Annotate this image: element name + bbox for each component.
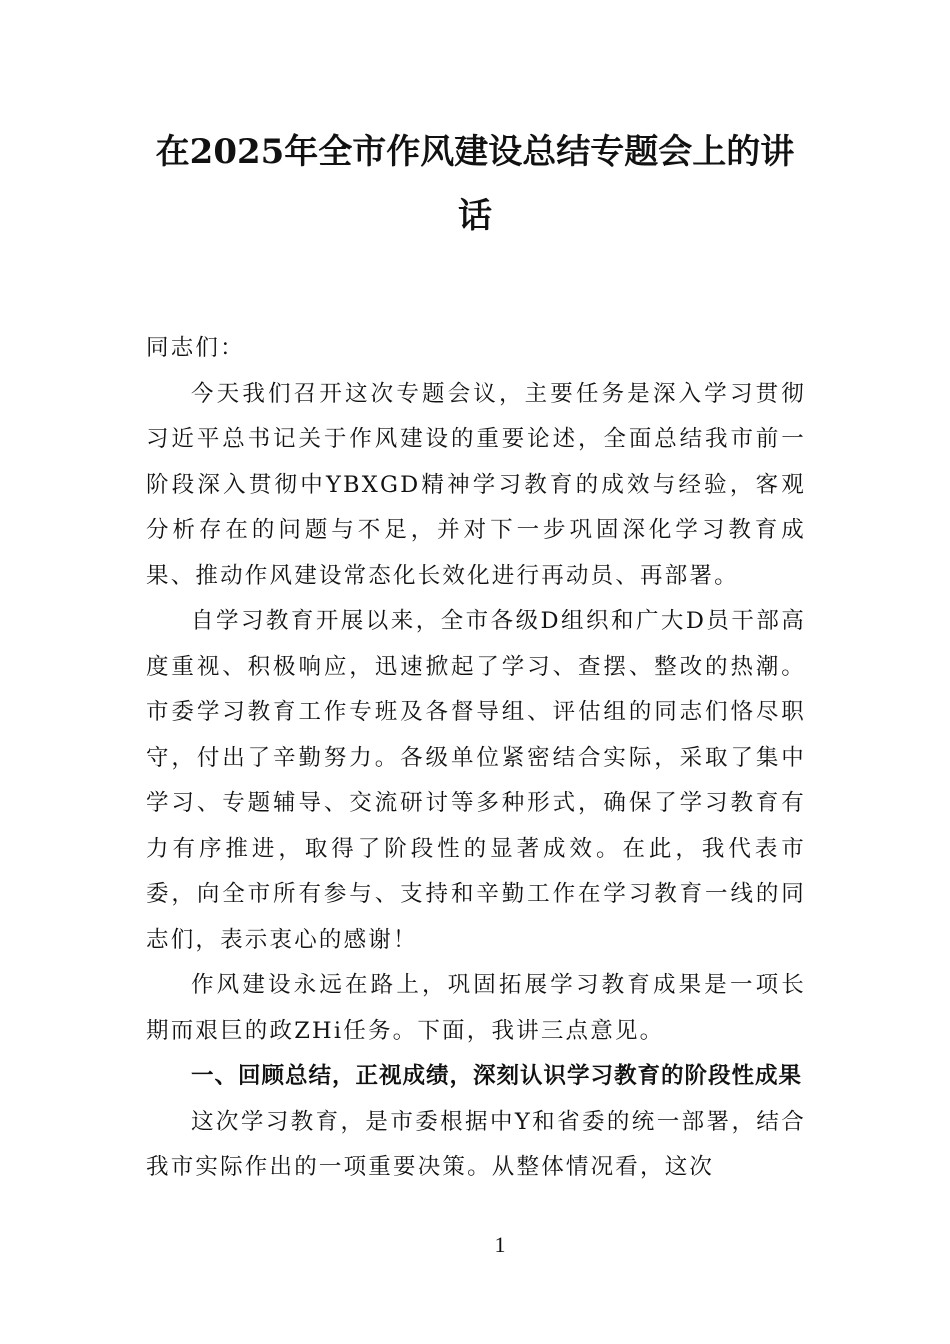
paragraph-3: 作风建设永远在路上，巩固拓展学习教育成果是一项长期而艰巨的政ZHi任务。下面，我讲三点意见。 xyxy=(146,972,806,1044)
document-body xyxy=(146,326,806,1191)
section-heading-1: 一、回顾总结，正视成绩，深刻认识学习教育的阶段性成果 xyxy=(191,1063,803,1089)
section-paragraph-1: 这次学习教育，是市委根据中Y和省委的统一部署，结合我市实际作出的一项重要决策。从整体情况看，这次 xyxy=(146,1108,806,1180)
paragraph-2: 自学习教育开展以来，全市各级D组织和广大D员干部高度重视、积极响应，迅速掀起了学习、查摆、整改的热潮。市委学习教育工作专班及各督导组、评估组的同志们恪尽职守，付出了辛勤努力。各级单位紧密结合实际，采取了集中学习、专题辅导、交流研讨等多种形式，确保了学习教育有力有序推进，取得了阶段性的显著成效。在此，我代表市委，向全市所有参与、支持和辛勤工作在学习教育一线的同志们，表示衷心的感谢！ xyxy=(146,608,806,953)
page-number: 1 xyxy=(494,1232,506,1257)
paragraph-1: 今天我们召开这次专题会议，主要任务是深入学习贯彻习近平总书记关于作风建设的重要论述，全面总结我市前一阶段深入贯彻中YBXGD精神学习教育的成效与经验，客观分析存在的问题与不足，并对下一步巩固深化学习教育成果、推动作风建设常态化长效化进行再动员、再部署。 xyxy=(146,380,806,589)
document-title: 在2025年全市作风建设总结专题会上的讲话 xyxy=(155,132,795,236)
salutation: 同志们： xyxy=(146,335,245,361)
